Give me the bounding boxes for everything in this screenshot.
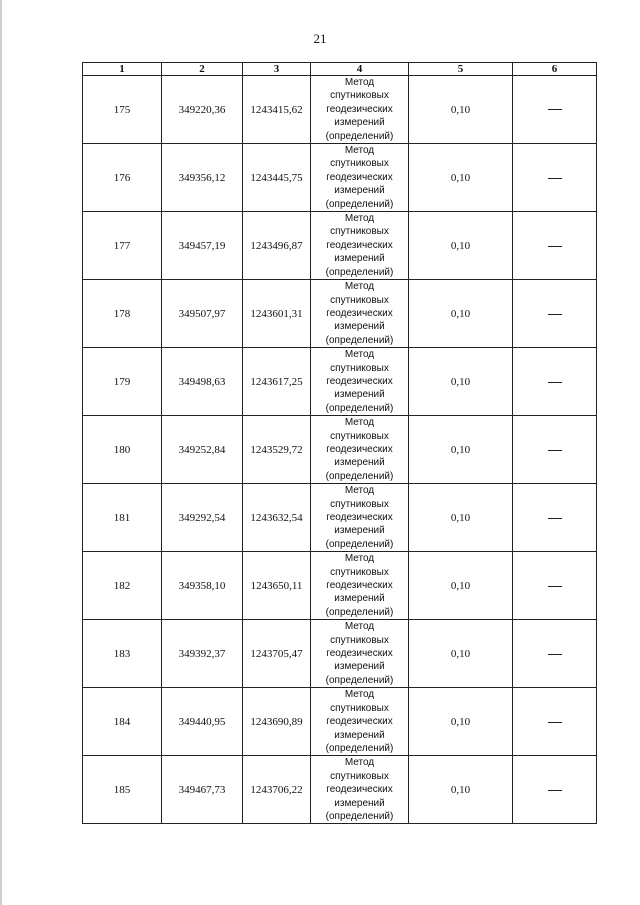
- method-line: (определений): [325, 742, 394, 754]
- method-line: геодезических: [326, 239, 393, 251]
- method-cell: [311, 76, 409, 144]
- description-cell: [513, 620, 597, 688]
- accuracy-cell: 0,10: [409, 756, 513, 824]
- method-line: спутниковых: [330, 702, 389, 714]
- method-cell: [311, 484, 409, 552]
- table-row: [83, 552, 597, 620]
- y-coordinate-cell: 1243415,62: [243, 76, 311, 144]
- accuracy-cell: 0,10: [409, 348, 513, 416]
- method-line: (определений): [325, 470, 394, 482]
- dash-icon: [548, 314, 562, 315]
- table-row: [83, 212, 597, 280]
- header-col-1: 1: [83, 63, 162, 76]
- coordinates-table: [82, 62, 597, 824]
- dash-icon: [548, 722, 562, 723]
- y-coordinate-cell: 1243617,25: [243, 348, 311, 416]
- description-cell: [513, 756, 597, 824]
- header-col-6: 6: [513, 63, 597, 76]
- method-line: спутниковых: [330, 294, 389, 306]
- point-number-cell: 184: [83, 688, 162, 756]
- x-coordinate-cell: 349440,95: [162, 688, 243, 756]
- accuracy-cell: 0,10: [409, 280, 513, 348]
- point-number-cell: 179: [83, 348, 162, 416]
- method-line: спутниковых: [330, 498, 389, 510]
- point-number-cell: 183: [83, 620, 162, 688]
- dash-icon: [548, 790, 562, 791]
- method-line: спутниковых: [330, 430, 389, 442]
- description-cell: [513, 212, 597, 280]
- y-coordinate-cell: 1243601,31: [243, 280, 311, 348]
- method-line: геодезических: [326, 171, 393, 183]
- method-cell: [311, 212, 409, 280]
- header-col-2: 2: [162, 63, 243, 76]
- header-col-5: 5: [409, 63, 513, 76]
- y-coordinate-cell: 1243496,87: [243, 212, 311, 280]
- description-cell: [513, 348, 597, 416]
- accuracy-cell: 0,10: [409, 620, 513, 688]
- method-line: геодезических: [326, 784, 393, 796]
- dash-icon: [548, 450, 562, 451]
- method-cell: [311, 552, 409, 620]
- y-coordinate-cell: 1243445,75: [243, 144, 311, 212]
- method-line: измерений: [334, 661, 385, 673]
- page-edge: [0, 0, 2, 905]
- method-line: (определений): [325, 606, 394, 618]
- description-cell: [513, 416, 597, 484]
- method-line: спутниковых: [330, 226, 389, 238]
- table-row: [83, 348, 597, 416]
- method-line: геодезических: [326, 580, 393, 592]
- method-cell: [311, 688, 409, 756]
- method-line: (определений): [325, 402, 394, 414]
- description-cell: [513, 76, 597, 144]
- point-number-cell: 175: [83, 76, 162, 144]
- method-line: Метод: [344, 77, 375, 88]
- method-cell: [311, 348, 409, 416]
- point-number-cell: 185: [83, 756, 162, 824]
- method-line: Метод: [344, 213, 375, 225]
- table-row: [83, 144, 597, 212]
- dash-icon: [548, 654, 562, 655]
- y-coordinate-cell: 1243690,89: [243, 688, 311, 756]
- method-line: Метод: [344, 485, 375, 497]
- method-line: измерений: [334, 185, 385, 197]
- point-number-cell: 177: [83, 212, 162, 280]
- page-number: 21: [313, 31, 327, 46]
- method-line: Метод: [344, 689, 375, 701]
- method-cell: [311, 416, 409, 484]
- dash-icon: [548, 246, 562, 247]
- method-line: измерений: [334, 457, 385, 469]
- method-line: измерений: [334, 729, 385, 741]
- accuracy-cell: 0,10: [409, 484, 513, 552]
- method-line: измерений: [334, 525, 385, 537]
- dash-icon: [548, 382, 562, 383]
- method-line: геодезических: [326, 443, 393, 455]
- method-cell: [311, 620, 409, 688]
- accuracy-cell: 0,10: [409, 688, 513, 756]
- method-line: спутниковых: [330, 634, 389, 646]
- header-col-3: 3: [243, 63, 311, 76]
- accuracy-cell: 0,10: [409, 76, 513, 144]
- method-cell: [311, 280, 409, 348]
- method-cell: [311, 756, 409, 824]
- x-coordinate-cell: 349356,12: [162, 144, 243, 212]
- method-line: спутниковых: [330, 362, 389, 374]
- method-line: геодезических: [326, 716, 393, 728]
- x-coordinate-cell: 349252,84: [162, 416, 243, 484]
- method-line: геодезических: [326, 648, 393, 660]
- y-coordinate-cell: 1243632,54: [243, 484, 311, 552]
- table-row: [83, 620, 597, 688]
- table-row: [83, 484, 597, 552]
- header-col-4: 4: [311, 63, 409, 76]
- point-number-cell: 181: [83, 484, 162, 552]
- description-cell: [513, 144, 597, 212]
- method-line: геодезических: [326, 103, 393, 115]
- method-line: геодезических: [326, 375, 393, 387]
- x-coordinate-cell: 349358,10: [162, 552, 243, 620]
- x-coordinate-cell: 349220,36: [162, 76, 243, 144]
- dash-icon: [548, 178, 562, 179]
- y-coordinate-cell: 1243529,72: [243, 416, 311, 484]
- x-coordinate-cell: 349498,63: [162, 348, 243, 416]
- point-number-cell: 176: [83, 144, 162, 212]
- dash-icon: [548, 518, 562, 519]
- method-line: спутниковых: [330, 770, 389, 782]
- accuracy-cell: 0,10: [409, 144, 513, 212]
- table-body: [83, 76, 597, 824]
- method-line: Метод: [344, 349, 375, 361]
- y-coordinate-cell: 1243650,11: [243, 552, 311, 620]
- method-line: (определений): [325, 130, 394, 142]
- method-line: измерений: [334, 117, 385, 129]
- method-line: измерений: [334, 797, 385, 809]
- method-line: Метод: [344, 757, 375, 769]
- method-line: (определений): [325, 198, 394, 210]
- method-line: (определений): [325, 674, 394, 686]
- method-line: спутниковых: [330, 158, 389, 170]
- accuracy-cell: 0,10: [409, 212, 513, 280]
- table-row: [83, 756, 597, 824]
- method-line: спутниковых: [330, 90, 389, 102]
- x-coordinate-cell: 349292,54: [162, 484, 243, 552]
- method-line: Метод: [344, 553, 375, 565]
- method-line: Метод: [344, 281, 375, 293]
- method-line: геодезических: [326, 307, 393, 319]
- x-coordinate-cell: 349467,73: [162, 756, 243, 824]
- x-coordinate-cell: 349507,97: [162, 280, 243, 348]
- point-number-cell: 178: [83, 280, 162, 348]
- table-row: [83, 416, 597, 484]
- x-coordinate-cell: 349392,37: [162, 620, 243, 688]
- y-coordinate-cell: 1243705,47: [243, 620, 311, 688]
- point-number-cell: 182: [83, 552, 162, 620]
- description-cell: [513, 688, 597, 756]
- table-row: [83, 280, 597, 348]
- table-row: [83, 688, 597, 756]
- dash-icon: [548, 109, 562, 110]
- method-line: геодезических: [326, 512, 393, 523]
- method-line: (определений): [325, 538, 394, 550]
- method-line: измерений: [334, 593, 385, 605]
- method-line: измерений: [334, 389, 385, 401]
- description-cell: [513, 484, 597, 552]
- method-cell: [311, 144, 409, 212]
- method-line: спутниковых: [330, 566, 389, 578]
- accuracy-cell: 0,10: [409, 416, 513, 484]
- table-row: [83, 76, 597, 144]
- dash-icon: [548, 586, 562, 587]
- method-line: Метод: [344, 417, 375, 429]
- description-cell: [513, 552, 597, 620]
- method-line: Метод: [344, 621, 375, 633]
- table-header-row: [83, 63, 597, 76]
- method-line: (определений): [325, 266, 394, 278]
- point-number-cell: 180: [83, 416, 162, 484]
- accuracy-cell: 0,10: [409, 552, 513, 620]
- method-line: Метод: [344, 145, 375, 157]
- method-line: измерений: [334, 253, 385, 265]
- method-line: измерений: [334, 321, 385, 333]
- method-line: (определений): [325, 334, 394, 346]
- description-cell: [513, 280, 597, 348]
- y-coordinate-cell: 1243706,22: [243, 756, 311, 824]
- x-coordinate-cell: 349457,19: [162, 212, 243, 280]
- method-line: (определений): [325, 810, 394, 822]
